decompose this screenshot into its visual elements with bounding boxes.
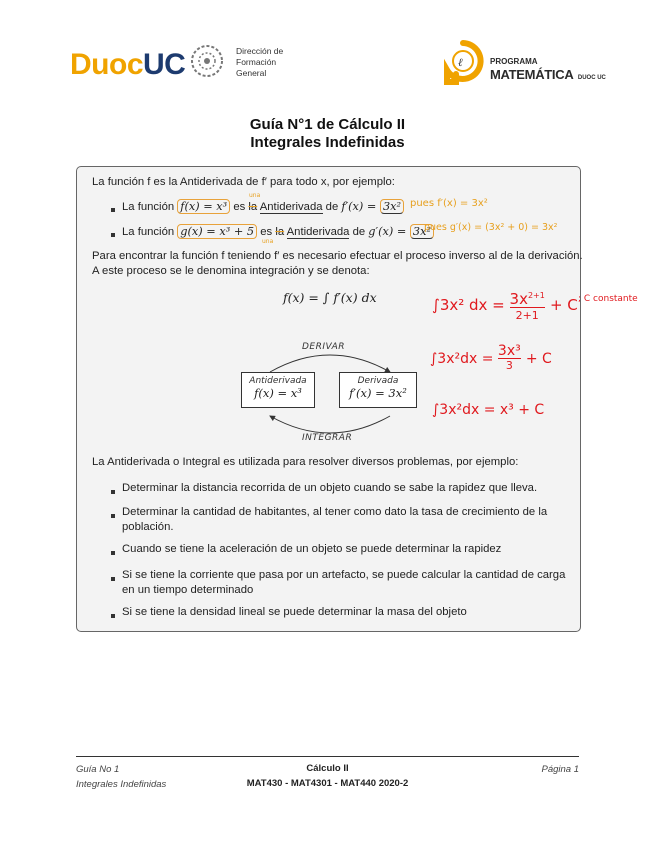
handwritten-eq-3: ∫3x²dx = x³ + C bbox=[432, 402, 545, 418]
direccion-line-1: Dirección de bbox=[236, 46, 284, 56]
bullet-dot bbox=[111, 490, 115, 494]
duocuc-logo bbox=[70, 48, 185, 82]
logo-text-uc: UC bbox=[143, 48, 186, 81]
eq1-right: + C bbox=[549, 296, 578, 314]
eq1-fraction bbox=[510, 288, 545, 323]
footer-page-number: Página 1 bbox=[541, 764, 579, 775]
integral-formula: f(x) = ∫ f′(x) dx bbox=[283, 290, 377, 305]
footer-rule bbox=[76, 756, 579, 757]
bullet1-expr: f(x) = x³ bbox=[177, 199, 230, 214]
bullet2-pre: La función bbox=[122, 226, 178, 238]
list-item: Si se tiene la corriente que pasa por un artefacto, se puede calcular la cantidad de carga bbox=[122, 569, 566, 581]
bullet-dot bbox=[111, 233, 115, 237]
logo-text-duoc: Duoc bbox=[70, 48, 143, 81]
bullet-dot bbox=[111, 514, 115, 518]
paragraph-line-1: Para encontrar la función f teniendo f′ es necesario efectuar el proceso inverso al de la derivación. bbox=[92, 250, 583, 262]
duocuc-small-label: DUOC UC bbox=[577, 75, 606, 81]
derivada-box bbox=[339, 372, 417, 408]
eq2-den: 3 bbox=[505, 359, 513, 372]
programa-matematica-text bbox=[490, 58, 606, 84]
svg-text:ℓ: ℓ bbox=[458, 56, 463, 69]
eq2-left: ∫3x²dx = bbox=[430, 351, 498, 367]
handwritten-pues-1: pues f′(x) = 3x² bbox=[410, 198, 488, 209]
eq1-exp: 2+1 bbox=[527, 291, 545, 300]
handwritten-constante: ; C constante bbox=[578, 294, 638, 304]
eq1-den: 2+1 bbox=[515, 309, 539, 322]
footer-course: Cálculo II bbox=[306, 763, 349, 774]
list-item: Determinar la distancia recorrida de un objeto cuando se sabe la rapidez que lleva. bbox=[122, 482, 538, 494]
bullet2-expr: g(x) = x³ + 5 bbox=[177, 224, 257, 239]
bullet1-deriv-lhs: f′(x) = bbox=[341, 200, 380, 213]
eq2-right: + C bbox=[525, 351, 552, 367]
bullet1-es: es bbox=[230, 201, 249, 213]
list-item: Cuando se tiene la aceleración de un objeto se puede determinar la rapidez bbox=[122, 543, 502, 555]
antiderivada-box bbox=[241, 372, 315, 408]
bullet1-deriv-rhs: 3x² bbox=[380, 199, 404, 214]
bullet-dot bbox=[111, 577, 115, 581]
bullet1-struck: la bbox=[248, 201, 258, 213]
footer-codes: MAT430 - MAT4301 - MAT440 2020-2 bbox=[246, 778, 409, 789]
intro-line: La función f es la Antiderivada de f′ para todo x, por ejemplo: bbox=[92, 176, 395, 188]
footer-topic: Integrales Indefinidas bbox=[76, 779, 167, 790]
bullet-dot bbox=[111, 614, 115, 618]
derivada-value: f′(x) = 3x² bbox=[349, 386, 407, 400]
list-item: Si se tiene la densidad lineal se puede determinar la masa del objeto bbox=[122, 606, 467, 618]
integrar-label: INTEGRAR bbox=[302, 433, 353, 443]
bullet2-es: es bbox=[257, 226, 276, 238]
list-item-continuation: en un tiempo determinado bbox=[122, 584, 254, 596]
bullet2-struck: la bbox=[275, 226, 285, 238]
page-title: Guía N°1 de Cálculo II bbox=[249, 116, 406, 133]
handwritten-pues-2: pues g′(x) = (3x² + 0) = 3x² bbox=[424, 222, 558, 233]
bullet2-de: de bbox=[349, 226, 369, 238]
uses-intro: La Antiderivada o Integral es utilizada para resolver diversos problemas, por ejemplo: bbox=[92, 456, 519, 468]
handwritten-eq-1 bbox=[432, 288, 578, 323]
programa-label: PROGRAMA bbox=[490, 57, 538, 66]
paragraph-line-2: A este proceso se le denomina integración y se denota: bbox=[92, 265, 370, 277]
page-subtitle: Integrales Indefinidas bbox=[250, 134, 405, 151]
direccion-formacion-general bbox=[236, 46, 283, 79]
example-bullet-2 bbox=[122, 225, 434, 238]
antiderivada-value: f(x) = x³ bbox=[254, 386, 302, 400]
bullet2-deriv-lhs: g′(x) = bbox=[368, 225, 410, 238]
bullet2-deriv-rhs: 3x² bbox=[410, 224, 434, 239]
direccion-line-2: Formación bbox=[236, 57, 277, 67]
bullet-dot bbox=[111, 551, 115, 555]
eq2-fraction bbox=[498, 344, 521, 373]
programa-matematica-logo-icon bbox=[442, 40, 484, 86]
bullet1-de: de bbox=[322, 201, 342, 213]
bullet2-antiderivada: Antiderivada bbox=[286, 226, 350, 238]
antiderivada-label: Antiderivada bbox=[249, 376, 307, 386]
handwritten-una-1: una bbox=[249, 192, 261, 199]
eq1-left: ∫3x² dx = bbox=[432, 296, 510, 314]
eq2-num: 3x³ bbox=[497, 343, 521, 359]
derivada-label: Derivada bbox=[357, 376, 399, 386]
footer-guia: Guía No 1 bbox=[76, 764, 120, 775]
eq1-num: 3x bbox=[509, 290, 528, 308]
bullet-dot bbox=[111, 208, 115, 212]
list-item: Determinar la cantidad de habitantes, al tener como dato la tasa de crecimiento de la bbox=[122, 506, 548, 518]
direccion-line-3: General bbox=[236, 68, 267, 78]
example-bullet-1 bbox=[122, 200, 404, 213]
matematica-label: MATEMÁTICA bbox=[490, 67, 574, 82]
duoc-seal-icon bbox=[190, 44, 224, 78]
derivar-label: DERIVAR bbox=[302, 342, 345, 352]
list-item-continuation: población. bbox=[122, 521, 174, 533]
bullet1-antiderivada: Antiderivada bbox=[259, 201, 323, 213]
handwritten-eq-2 bbox=[430, 344, 552, 373]
bullet1-pre: La función bbox=[122, 201, 178, 213]
handwritten-una-2: una bbox=[262, 238, 274, 245]
